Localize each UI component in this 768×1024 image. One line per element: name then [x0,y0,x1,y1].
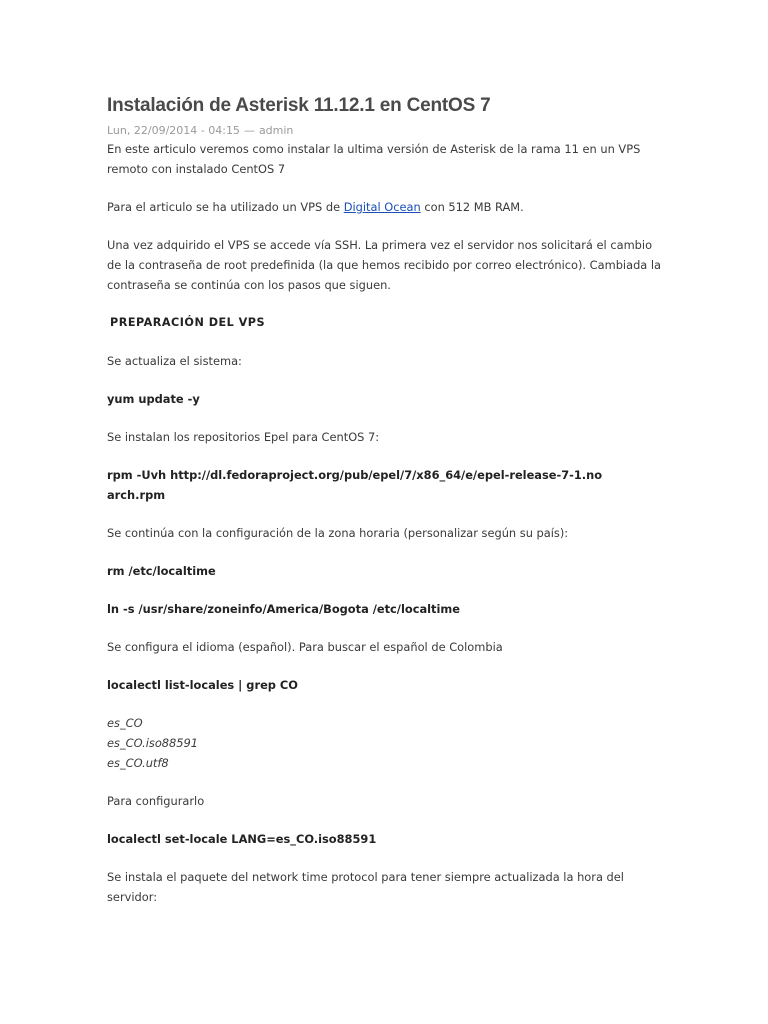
intro-paragraph-1: En este articulo veremos como instalar la ultima versión de Asterisk de la rama 11 en un VPS remoto con instalado CentOS 7 [107,142,641,176]
step-update-text: Se actualiza el sistema: [107,354,242,368]
article-title: Instalación de Asterisk 11.12.1 en CentOS 7 [107,95,491,116]
article-date: Lun, 22/09/2014 - 04:15 [107,124,240,137]
cmd-set-locale: localectl set-locale LANG=es_CO.iso88591 [107,832,377,846]
digital-ocean-link[interactable]: Digital Ocean [343,200,421,214]
step-ntp-text: Se instala el paquete del network time protocol para tener siempre actualizada la hora del servidor: [107,870,624,904]
cmd-rm-localtime: rm /etc/localtime [107,564,216,578]
article [107,94,667,907]
cmd-list-locales: localectl list-locales | grep CO [107,678,298,692]
cmd-yum-update: yum update -y [107,392,200,406]
locale-item: es_CO [107,716,143,730]
cmd-rpm-epel: rpm -Uvh http://dl.fedoraproject.org/pub/epel/7/x86_64/e/epel-release-7-1.noarch.rpm [107,468,603,502]
intro-paragraph-2 [107,197,667,217]
article-meta [107,124,667,138]
cmd-ln-localtime: ln -s /usr/share/zoneinfo/America/Bogota /etc/localtime [107,602,460,616]
intro-paragraph-3: Una vez adquirido el VPS se accede vía SSH. La primera vez el servidor nos solicitará el cambio de la contraseña de root predefinida (la que hemos recibido por correo electrónico). Cambiada la contraseña se continúa con los pasos que siguen. [107,238,662,292]
section-heading: PREPARACIÓN DEL VPS [110,316,266,329]
step-timezone-text: Se continúa con la configuración de la zona horaria (personalizar según su país): [107,526,569,540]
step-config-text: Para configurarlo [107,794,205,808]
intro-2-before: Para el articulo se ha utilizado un VPS de [107,200,344,214]
intro-2-after: con 512 MB RAM. [420,200,524,214]
article-author[interactable]: admin [258,124,294,137]
locale-item: es_CO.utf8 [107,756,169,770]
step-epel-text: Se instalan los repositorios Epel para CentOS 7: [107,430,380,444]
meta-separator: — [243,124,255,137]
step-language-text: Se configura el idioma (español). Para buscar el español de Colombia [107,640,503,654]
locale-item: es_CO.iso88591 [107,736,199,750]
